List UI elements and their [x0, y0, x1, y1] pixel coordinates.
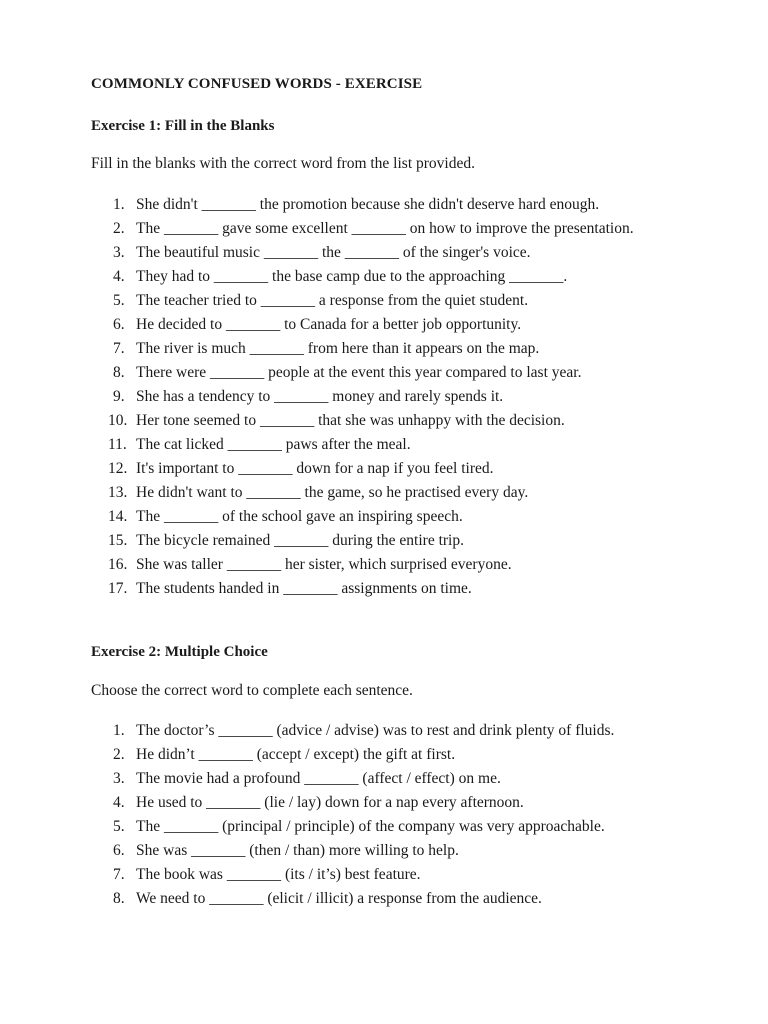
list-item: [91, 457, 691, 481]
item-text: Her tone seemed to _______ that she was unhappy with the decision.: [136, 412, 565, 429]
exercise-1-heading: Exercise 1: Fill in the Blanks: [91, 118, 275, 134]
item-number: 12.: [108, 460, 128, 477]
item-text: He used to _______ (lie / lay) down for a nap every afternoon.: [136, 794, 524, 811]
item-text: The _______ of the school gave an inspiring speech.: [136, 508, 463, 525]
list-item: [91, 217, 691, 241]
exercise-1-list: [91, 193, 691, 601]
item-text: The movie had a profound _______ (affect / effect) on me.: [136, 770, 501, 787]
item-number: 6.: [113, 842, 125, 859]
item-number: 11.: [108, 436, 127, 453]
list-item: [91, 791, 691, 815]
list-item: [91, 577, 691, 601]
item-number: 7.: [113, 340, 125, 357]
item-number: 17.: [108, 580, 128, 597]
item-number: 1.: [113, 722, 125, 739]
item-number: 9.: [113, 388, 125, 405]
item-text: The _______ (principal / principle) of the company was very approachable.: [136, 818, 605, 835]
item-number: 2.: [113, 220, 125, 237]
list-item: [91, 337, 691, 361]
list-item: [91, 529, 691, 553]
item-text: The students handed in _______ assignments on time.: [136, 580, 472, 597]
item-text: He didn’t _______ (accept / except) the gift at first.: [136, 746, 456, 763]
item-number: 5.: [113, 818, 125, 835]
item-number: 3.: [113, 244, 125, 261]
item-text: The beautiful music _______ the _______ of the singer's voice.: [136, 244, 531, 261]
list-item: [91, 887, 691, 911]
item-text: She didn't _______ the promotion because she didn't deserve hard enough.: [136, 196, 600, 213]
item-text: The _______ gave some excellent _______ on how to improve the presentation.: [136, 220, 634, 237]
list-item: [91, 767, 691, 791]
list-item: [91, 409, 691, 433]
list-item: [91, 719, 691, 743]
item-text: She has a tendency to _______ money and rarely spends it.: [136, 388, 504, 405]
exercise-1-instruction: Fill in the blanks with the correct word from the list provided.: [91, 155, 475, 172]
list-item: [91, 385, 691, 409]
list-item: [91, 815, 691, 839]
item-number: 4.: [113, 794, 125, 811]
item-number: 6.: [113, 316, 125, 333]
item-number: 5.: [113, 292, 125, 309]
item-text: The bicycle remained _______ during the entire trip.: [136, 532, 464, 549]
item-number: 13.: [108, 484, 128, 501]
list-item: [91, 265, 691, 289]
item-number: 3.: [113, 770, 125, 787]
list-item: [91, 553, 691, 577]
exercise-2-instruction: Choose the correct word to complete each sentence.: [91, 682, 413, 699]
list-item: [91, 193, 691, 217]
item-text: The book was _______ (its / it’s) best feature.: [136, 866, 421, 883]
list-item: [91, 241, 691, 265]
item-text: The teacher tried to _______ a response from the quiet student.: [136, 292, 529, 309]
list-item: [91, 313, 691, 337]
item-number: 2.: [113, 746, 125, 763]
item-number: 8.: [113, 364, 125, 381]
list-item: [91, 743, 691, 767]
item-number: 1.: [113, 196, 125, 213]
item-text: He didn't want to _______ the game, so he practised every day.: [136, 484, 529, 501]
list-item: [91, 839, 691, 863]
item-text: There were _______ people at the event this year compared to last year.: [136, 364, 582, 381]
item-text: It's important to _______ down for a nap if you feel tired.: [136, 460, 494, 477]
item-text: They had to _______ the base camp due to the approaching _______.: [136, 268, 568, 285]
item-text: She was taller _______ her sister, which surprised everyone.: [136, 556, 512, 573]
list-item: [91, 481, 691, 505]
list-item: [91, 289, 691, 313]
exercise-2-list: [91, 719, 691, 911]
document-title: COMMONLY CONFUSED WORDS - EXERCISE: [91, 76, 423, 92]
item-number: 4.: [113, 268, 125, 285]
item-text: The cat licked _______ paws after the meal.: [136, 436, 411, 453]
list-item: [91, 863, 691, 887]
exercise-2-heading: Exercise 2: Multiple Choice: [91, 644, 268, 660]
item-text: She was _______ (then / than) more willing to help.: [136, 842, 459, 859]
list-item: [91, 433, 691, 457]
item-number: 7.: [113, 866, 125, 883]
item-number: 8.: [113, 890, 125, 907]
item-text: The doctor’s _______ (advice / advise) was to rest and drink plenty of fluids.: [136, 722, 615, 739]
list-item: [91, 361, 691, 385]
item-text: He decided to _______ to Canada for a better job opportunity.: [136, 316, 522, 333]
list-item: [91, 505, 691, 529]
item-number: 10.: [108, 412, 128, 429]
item-number: 14.: [108, 508, 128, 525]
item-number: 16.: [108, 556, 128, 573]
item-text: The river is much _______ from here than it appears on the map.: [136, 340, 540, 357]
item-text: We need to _______ (elicit / illicit) a response from the audience.: [136, 890, 542, 907]
item-number: 15.: [108, 532, 128, 549]
